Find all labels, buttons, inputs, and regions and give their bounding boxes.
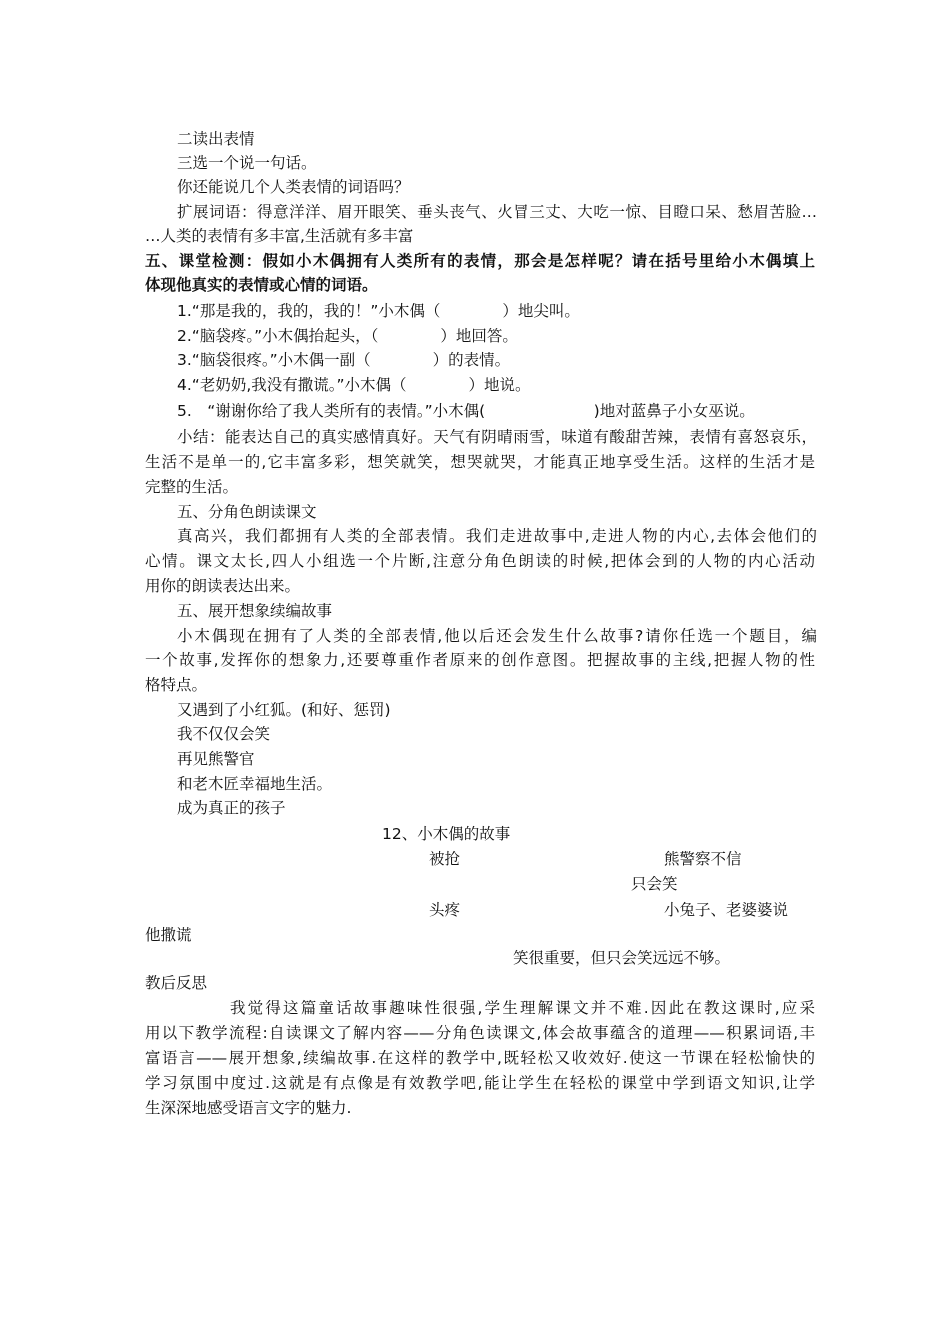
story-topic: 我不仅仅会笑 [177,725,271,743]
reflection-line: 学习氛围中度过.这就是有点像是有效教学吧,能让学生在轻松的课堂中学到语文知识,让学 [145,1074,815,1092]
section-choose-one: 三选一个说一句话。 [177,154,317,172]
summary-line: 完整的生活。 [145,478,239,496]
paragraph-line: 格特点。 [145,676,208,694]
paragraph-line: 真高兴，我们都拥有人类的全部表情。我们走进故事中,走进人物的内心,去体会他们的 [177,527,817,545]
board-item: 熊警察不信 [664,850,742,868]
paragraph-line: 用你的朗读表达出来。 [145,577,301,595]
paragraph-line: …人类的表情有多丰富,生活就有多丰富 [145,227,414,245]
reflection-line: 用以下教学流程:自读课文了解内容——分角色读课文,体会故事蕴含的道理——积累词语,丰 [145,1024,815,1042]
section-heading-classroom-test: 五、课堂检测：假如小木偶拥有人类所有的表情，那会是怎样呢？请在括号里给小木偶填上 [145,252,815,270]
board-item: 小兔子、老婆婆说 [664,901,789,919]
section-read-expressions: 二读出表情 [177,130,255,148]
story-topic: 成为真正的孩子 [177,799,286,817]
paragraph-line: 一个故事,发挥你的想象力,还要尊重作者原来的创作意图。把握故事的主线,把握人物的性 [145,651,815,669]
paragraph-line: 体现他真实的表情或心情的词语。 [145,276,378,294]
exercise-item: 2.“脑袋疼。”小木偶抬起头，（ ）地回答。 [177,327,518,345]
board-item: 头疼 [429,901,461,919]
summary-line: 生活不是单一的,它丰富多彩，想笑就笑，想哭就哭，才能真正地享受生活。这样的生活才是 [145,453,815,471]
paragraph-line: 你还能说几个人类表情的词语吗？ [177,178,410,196]
reflection-title: 教后反思 [145,974,208,992]
exercise-item: 5. “谢谢你给了我人类所有的表情。”小木偶( )地对蓝鼻子小女巫说。 [177,402,755,420]
reflection-line: 生深深地感受语言文字的魅力. [145,1099,352,1117]
board-item: 被抢 [429,850,461,868]
paragraph-line: 扩展词语：得意洋洋、眉开眼笑、垂头丧气、火冒三丈、大吃一惊、目瞪口呆、愁眉苦脸… [177,203,817,221]
reflection-line: 富语言——展开想象,续编故事.在这样的教学中,既轻松又收效好.使这一节课在轻松愉快的 [145,1049,815,1067]
story-topic: 又遇到了小红狐。(和好、惩罚) [177,701,391,719]
exercise-item: 3.“脑袋很疼。”小木偶一副（ ）的表情。 [177,351,511,369]
section-heading-role-reading: 五、分角色朗读课文 [177,503,317,521]
exercise-item: 1.“那是我的，我的，我的！”小木偶（ ）地尖叫。 [177,302,580,320]
summary-line: 小结：能表达自己的真实感情真好。天气有阴晴雨雪，味道有酸甜苦辣，表情有喜怒哀乐， [177,428,817,446]
exercise-item: 4.“老奶奶,我没有撒谎。”小木偶（ ）地说。 [177,376,531,394]
reflection-line: 我觉得这篇童话故事趣味性很强,学生理解课文并不难.因此在教这课时,应采 [230,999,815,1017]
board-conclusion: 笑很重要，但只会笑远远不够。 [513,949,731,967]
board-title: 12、小木偶的故事 [382,825,511,843]
paragraph-line: 心情。课文太长,四人小组选一个片断,注意分角色朗读的时候,把体会到的人物的内心活动 [145,552,815,570]
paragraph-line: 小木偶现在拥有了人类的全部表情,他以后还会发生什么故事?请你任选一个题目，编 [177,627,817,645]
section-heading-continue-story: 五、展开想象续编故事 [177,602,333,620]
story-topic: 再见熊警官 [177,750,255,768]
board-item: 他撒谎 [145,926,192,944]
story-topic: 和老木匠幸福地生活。 [177,775,333,793]
board-item: 只会笑 [631,875,678,893]
